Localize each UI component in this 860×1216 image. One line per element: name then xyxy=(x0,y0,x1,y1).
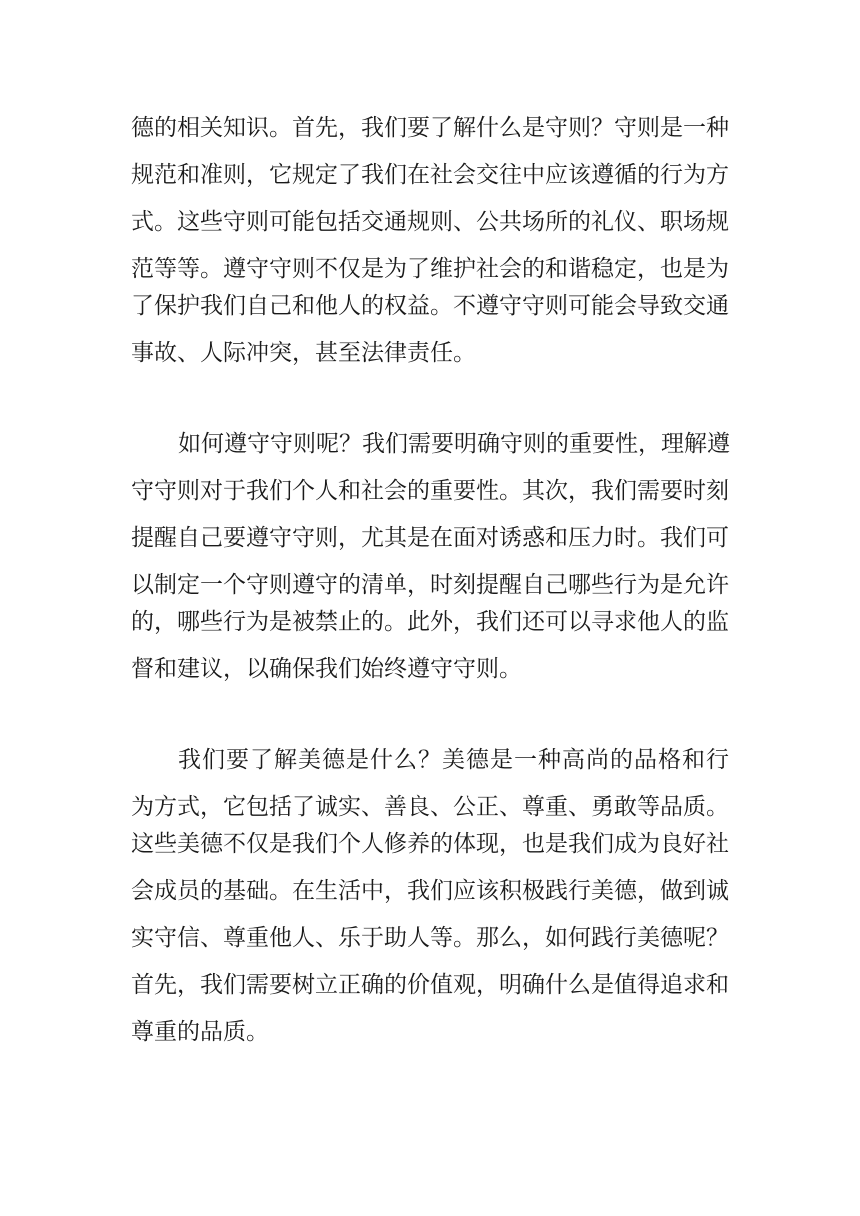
paragraph-2-line-3: 提醒自己要遵守守则，尤其是在面对诱惑和压力时。我们可 xyxy=(131,525,729,551)
paragraph-2-line-6: 督和建议，以确保我们始终遵守守则。 xyxy=(131,656,522,682)
paragraph-2-line-1: 如何遵守守则呢？我们需要明确守则的重要性，理解遵 xyxy=(178,431,730,457)
paragraph-3-line-5: 实守信、尊重他人、乐于助人等。那么，如何践行美德呢？ xyxy=(131,925,729,951)
paragraph-1-line-2: 规范和准则，它规定了我们在社会交往中应该遵循的行为方 xyxy=(131,162,729,188)
paragraph-1-line-4: 范等等。遵守守则不仅是为了维护社会的和谐稳定，也是为 xyxy=(131,256,729,282)
paragraph-2-line-5: 的，哪些行为是被禁止的。此外，我们还可以寻求他人的监 xyxy=(131,609,729,635)
paragraph-3-line-2: 为方式，它包括了诚实、善良、公正、尊重、勇敢等品质。 xyxy=(131,794,729,820)
paragraph-1-line-5: 了保护我们自己和他人的权益。不遵守守则可能会导致交通 xyxy=(131,293,729,319)
paragraph-1-line-6: 事故、人际冲突，甚至法律责任。 xyxy=(131,340,476,366)
paragraph-1-line-1: 德的相关知识。首先，我们要了解什么是守则？守则是一种 xyxy=(131,115,729,141)
paragraph-3-line-4: 会成员的基础。在生活中，我们应该积极践行美德，做到诚 xyxy=(131,878,729,904)
paragraph-2-line-2: 守守则对于我们个人和社会的重要性。其次，我们需要时刻 xyxy=(131,478,729,504)
paragraph-2-line-4: 以制定一个守则遵守的清单，时刻提醒自己哪些行为是允许 xyxy=(131,572,729,598)
paragraph-3-line-3: 这些美德不仅是我们个人修养的体现，也是我们成为良好社 xyxy=(131,831,729,857)
paragraph-3-line-6: 首先，我们需要树立正确的价值观，明确什么是值得追求和 xyxy=(131,972,729,998)
paragraph-3-line-7: 尊重的品质。 xyxy=(131,1019,269,1045)
paragraph-1-line-3: 式。这些守则可能包括交通规则、公共场所的礼仪、职场规 xyxy=(131,209,729,235)
paragraph-3-line-1: 我们要了解美德是什么？美德是一种高尚的品格和行 xyxy=(178,747,729,773)
